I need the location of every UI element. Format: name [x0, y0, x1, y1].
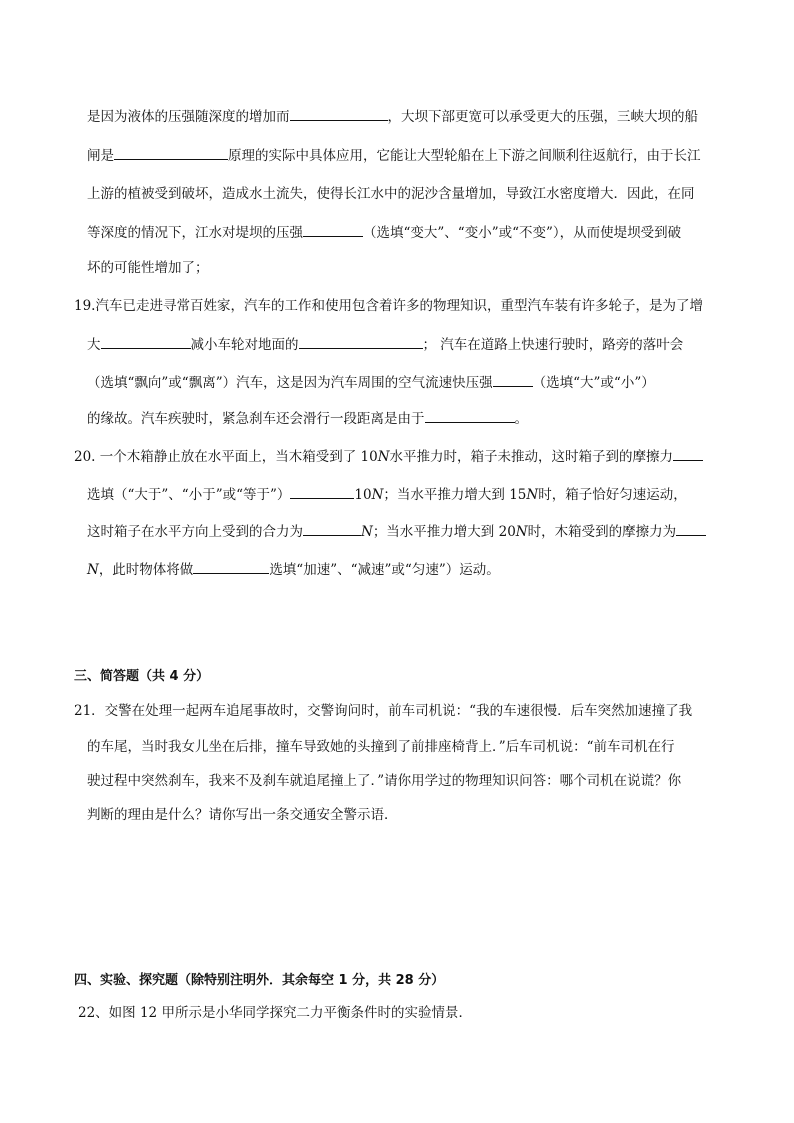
q21-line-3: 驶过程中突然刹车，我来不及刹车就追尾撞上了．”请你用学过的物理知识问答：哪个司机在说谎？你 [87, 773, 682, 789]
q19-text: （选填“大”或“小”） [532, 375, 655, 391]
answer-blank[interactable] [101, 334, 191, 349]
q18-text: 是因为液体的压强随深度的增加而 [87, 109, 290, 125]
q19-text: 减小车轮对地面的 [190, 337, 299, 353]
q19-text: 大 [87, 337, 101, 353]
q20-line-1 [74, 446, 703, 467]
q20-line-3 [87, 521, 706, 542]
q18-text: 原理的实际中具体应用，它能让大型轮船在上下游之间顺利往返航行，由于长江 [228, 148, 701, 164]
answer-blank[interactable] [303, 521, 361, 536]
q20-line-4 [87, 559, 500, 580]
unit-n: N [371, 487, 384, 503]
q18-text: ，大坝下部更宽可以承受更大的压强，三峡大坝的船 [387, 109, 698, 125]
q18-text: 闸是 [87, 148, 114, 164]
q18-line-1 [87, 106, 698, 127]
q20-text: ；当水平推力增大到 20 [372, 524, 516, 540]
q21-line-2: 的车尾，当时我女儿坐在后排，撞车导致她的头撞到了前排座椅背上．”后车司机说：“前车司机在行 [87, 739, 675, 755]
q18-text: （选填“变大”、“变小”或“不变”），从而使堤坝受到破 [363, 225, 682, 241]
q20-text: ；当水平推力增大到 15 [383, 487, 527, 503]
answer-blank[interactable] [493, 372, 533, 387]
q18-line-3: 上游的植被受到破坏，造成水土流失，使得长江水中的泥沙含量增加，导致江水密度增大．因此，在同 [87, 186, 695, 202]
q20-line-2 [87, 484, 687, 505]
q20-text: 10 [354, 487, 372, 503]
q20-text: 水平推力时，箱子未推动，这时箱子到的摩擦力 [389, 449, 674, 465]
q20-text: 选填“加速”、“减速”或“匀速”）运动。 [269, 562, 500, 578]
q18-line-5: 坏的可能性增加了； [87, 260, 209, 276]
answer-blank[interactable] [673, 446, 703, 461]
q18-line-2 [87, 145, 701, 166]
answer-blank[interactable] [676, 521, 706, 536]
q19-line-3 [87, 372, 655, 393]
unit-n: N [515, 524, 528, 540]
q19-text: 。 [514, 411, 528, 427]
answer-blank[interactable] [290, 484, 354, 499]
q20-text: 时，箱子恰好匀速运动， [538, 487, 687, 503]
section-heading-4: 四、实验、探究题（除特别注明外．其余每空 1 分，共 28 分） [74, 973, 445, 988]
q20-text: 20. 一个木箱静止放在水平面上，当木箱受到了 10 [74, 449, 378, 465]
q19-text: （选填“飘向”或“飘离”）汽车，这是因为汽车周围的空气流速快压强 [87, 375, 493, 391]
unit-n: N [526, 487, 539, 503]
answer-blank[interactable] [290, 106, 388, 121]
section-heading-3: 三、简答题（共 4 分） [74, 669, 210, 684]
q20-text: ，此时物体将做 [98, 562, 194, 578]
q20-text: 时，木箱受到的摩擦力为 [527, 524, 677, 540]
q21-line-4: 判断的理由是什么？请你写出一条交通安全警示语． [87, 807, 398, 823]
q19-text: 的缘故。汽车疾驶时，紧急刹车还会滑行一段距离是由于 [87, 411, 425, 427]
q19-line-4 [87, 408, 528, 429]
q22-line-1: 22、如图 12 甲所示是小华同学探究二力平衡条件时的实验情景． [78, 1005, 472, 1021]
answer-blank[interactable] [303, 222, 363, 237]
answer-blank[interactable] [299, 334, 423, 349]
unit-n: N [377, 449, 390, 465]
unit-n: N [87, 562, 99, 578]
unit-n: N [361, 524, 373, 540]
q19-line-2 [87, 334, 683, 355]
q18-line-4 [87, 222, 681, 243]
q20-text: 这时箱子在水平方向上受到的合力为 [87, 524, 303, 540]
answer-blank[interactable] [193, 559, 269, 574]
q19-line-1: 19.汽车已走进寻常百姓家，汽车的工作和使用包含着许多的物理知识，重型汽车装有许多轮子，是为了增 [74, 298, 703, 314]
q21-line-1: 21．交警在处理一起两车追尾事故时，交警询问时，前车司机说：“我的车速很慢．后车突然加速撞了我 [74, 703, 693, 719]
answer-blank[interactable] [114, 145, 228, 160]
q18-text: 等深度的情况下，江水对堤坝的压强 [87, 225, 303, 241]
q19-text: ； 汽车在道路上快速行驶时，路旁的落叶会 [422, 337, 684, 353]
q20-text: 选填（“大于”、“小于”或“等于”） [87, 487, 291, 503]
answer-blank[interactable] [425, 408, 515, 423]
